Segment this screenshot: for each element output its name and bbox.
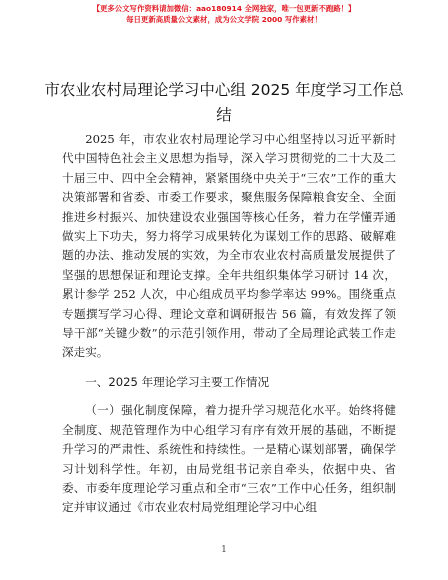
page-number: 1 [221, 545, 227, 555]
document-title: 市农业农村局理论学习中心组 2025 年度学习工作总结 [44, 81, 404, 124]
section-heading: 一、2025 年理论学习主要工作情况 [85, 374, 270, 389]
subsection-paragraph: （一）强化制度保障，着力提升学习规范化水平。始终将健全制度、规范管理作为中心组学习有序有效开展的基础，不断提升学习的严肃性、系统性和持续性。一是精心谋划部署，确保学习计划科学性。年初，由局党组书记亲自牵头，依据中央、省委、市委年度理论学习重点和全市“三农”工作中心任务，组织制定并审议通过《市农业农村局党组理论学习中心组 [62, 403, 396, 515]
promo-banner-line-1: 【更多公文写作资料请加微信：aao180914 全网独家，唯一包更新不跑路！】 [92, 4, 356, 13]
document-body [62, 130, 396, 518]
intro-paragraph: 2025 年，市农业农村局理论学习中心组坚持以习近平新时代中国特色社会主义思想为指导，深入学习贯彻党的二十大及二十届三中、四中全会精神，紧紧围绕中央关于“三农”工作的重大决策部署和省委、市委工作要求，聚焦服务保障粮食安全、全面推进乡村振兴、加快建设农业强国等核心任务，着力在学懂弄通做实上下功夫，努力将学习成果转化为谋划工作的思路、破解难题的办法、推动发展的实效，为全市农业农村高质量发展提供了坚强的思想保证和理论支撑。全年共组织集体学习研讨 14 次，累计参学 252 人次，中心组成员平均参学率达 99%。围绕重点专题撰写学习心得、理论文章和调研报告 56 篇，有效发挥了领导干部“关键少数”的示范引领作用，带动了全局理论武装工作走深走实。 [62, 132, 396, 360]
promo-banner-line-2: 每日更新高质量公文素材，成为公文学院 2000 写作素材！ [126, 15, 322, 24]
promo-banner [0, 3, 448, 25]
